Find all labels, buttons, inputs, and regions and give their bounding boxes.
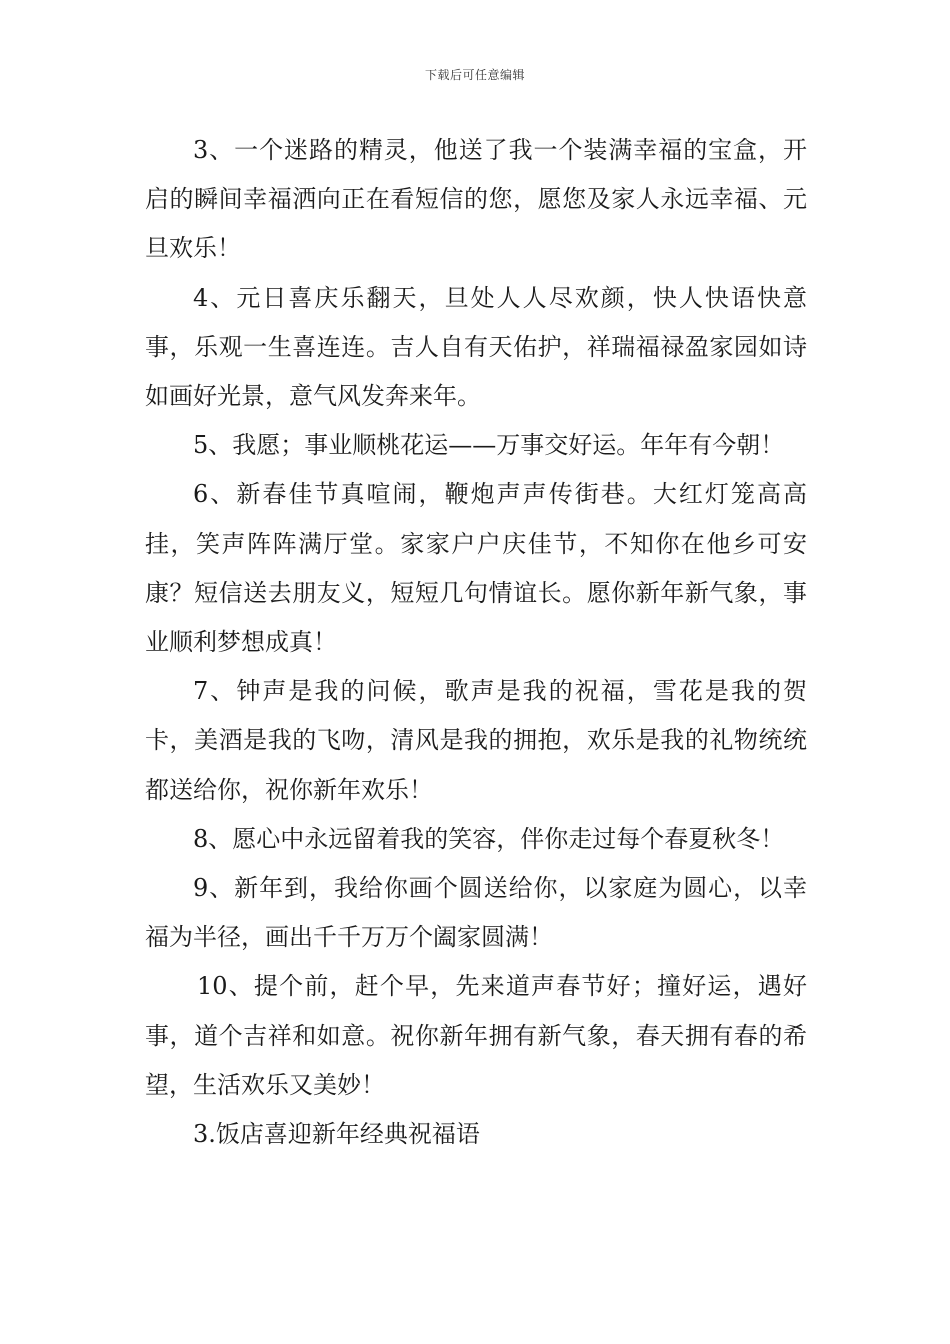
paragraph-greeting-10: 10、提个前，赶个早，先来道声春节好；撞好运，遇好事，道个吉祥和如意。祝你新年拥有新气象，春天拥有春的希望，生活欢乐又美妙！ [145,972,807,1099]
paragraph-greeting-5: 5、我愿；事业顺桃花运——万事交好运。年年有今朝！ [193,431,785,460]
paragraph-greeting-9: 9、新年到，我给你画个圆送给你，以家庭为圆心，以幸福为半径，画出千千万万个阖家圆满！ [145,874,807,952]
paragraph-greeting-3: 3、一个迷路的精灵，他送了我一个装满幸福的宝盒，开启的瞬间幸福洒向正在看短信的您，愿您及家人永远幸福、元旦欢乐！ [145,136,807,263]
paragraph-greeting-8: 8、愿心中永远留着我的笑容，伴你走过每个春夏秋冬！ [193,824,785,853]
document-body [145,126,807,1159]
paragraph-greeting-4: 4、元日喜庆乐翻天，旦处人人尽欢颜，快人快语快意事，乐观一生喜连连。吉人自有天佑护，祥瑞福禄盈家园如诗如画好光景，意气风发奔来年。 [145,283,807,411]
paragraph-greeting-6: 6、新春佳节真喧闹，鞭炮声声传街巷。大红灯笼高高挂，笑声阵阵满厅堂。家家户户庆佳节，不知你在他乡可安康？短信送去朋友义，短短几句情谊长。愿你新年新气象，事业顺利梦想成真！ [145,480,807,657]
paragraph-greeting-7: 7、钟声是我的问候，歌声是我的祝福，雪花是我的贺卡，美酒是我的飞吻，清风是我的拥抱，欢乐是我的礼物统统都送给你，祝你新年欢乐！ [145,677,807,804]
page-header: 下载后可任意编辑 [424,68,525,82]
section-heading: 3.饭店喜迎新年经典祝福语 [193,1120,480,1149]
